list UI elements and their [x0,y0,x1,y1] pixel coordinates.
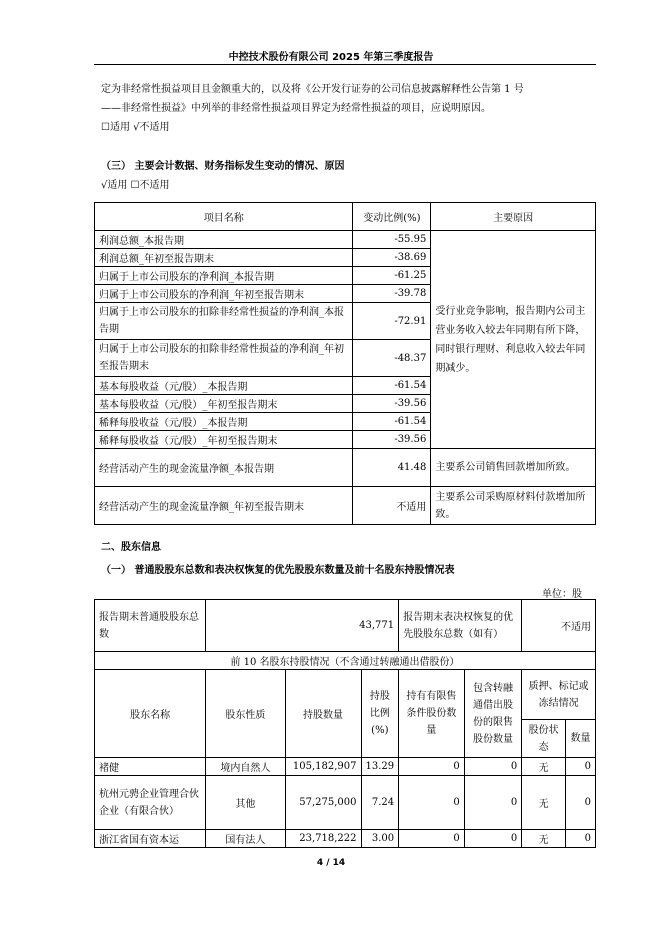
col-pledge: 质押、标记或冻结情况 [522,670,596,720]
pledge-qty: 0 [566,830,596,848]
pledge-qty: 0 [566,776,596,830]
change-ratio: -38.69 [353,249,431,267]
preferred-shareholders-value: 不适用 [522,600,596,652]
share-ratio: 7.24 [361,776,399,830]
change-ratio: -48.37 [353,340,431,377]
table-row [95,776,596,830]
change-ratio: -61.54 [353,413,431,431]
shareholder-name: 浙江省国有资本运 [95,830,206,848]
item-name: 稀释每股收益（元/股）_年初至报告期末 [95,431,353,449]
change-ratio: 不适用 [353,487,431,525]
item-name: 归属于上市公司股东的净利润_本报告期 [95,267,353,285]
change-ratio: -39.56 [353,395,431,413]
item-name: 归属于上市公司股东的扣除非经常性损益的净利润_年初至报告期末 [95,340,353,377]
change-ratio: -55.95 [353,231,431,249]
change-ratio: -39.56 [353,431,431,449]
intro-line-2: ——非经常性损益》中列举的非经常性损益项目界定为经常性损益的项目，应说明原因。 [101,103,491,114]
intro-line-1: 定为非经常性损益项目且金额重大的，以及将《公开发行证券的公司信息披露解释性公告第 1 号 [101,84,524,95]
col-shareholder-name: 股东名称 [95,670,206,758]
lent-restricted-shares: 0 [464,830,522,848]
change-ratio: -61.25 [353,267,431,285]
share-status: 无 [522,758,566,776]
share-ratio: 13.29 [361,758,399,776]
shareholder-nature: 境内自然人 [206,758,285,776]
item-name: 稀释每股收益（元/股）_本报告期 [95,413,353,431]
col-main-reason: 主要原因 [431,203,596,231]
change-table-header [95,203,596,231]
table-row [95,449,596,487]
change-ratio: -61.54 [353,377,431,395]
table-row [95,758,596,776]
section-3-title: （三） 主要会计数据、财务指标发生变动的情况、原因 [101,161,345,172]
top10-caption: 前 10 名股东持股情况（不含通过转融通出借股份） [95,652,596,670]
change-ratio: 41.48 [353,449,431,487]
unit-label: 单位：股 [542,589,582,600]
shares: 23,718,222 [285,830,361,848]
item-name: 利润总额_年初至报告期末 [95,249,353,267]
pledge-qty: 0 [566,758,596,776]
item-name: 利润总额_本报告期 [95,231,353,249]
shares: 57,275,000 [285,776,361,830]
col-lent-restricted: 包含转融通借出股份的限售股份数量 [464,670,522,758]
item-name: 归属于上市公司股东的净利润_年初至报告期末 [95,285,353,303]
top10-caption-row [95,652,596,670]
item-name: 经营活动产生的现金流量净额_年初至报告期末 [95,487,353,525]
shareholder-nature: 其他 [206,776,285,830]
share-ratio: 3.00 [361,830,399,848]
col-item-name: 项目名称 [95,203,353,231]
change-table [94,202,596,525]
share-status: 无 [522,830,566,848]
item-name: 基本每股收益（元/股）_本报告期 [95,377,353,395]
preferred-shareholders-label: 报告期末表决权恢复的优先股股东总数（如有） [399,600,522,652]
reason: 主要系公司采购原材料付款增加所致。 [431,487,596,525]
col-pledge-qty: 数量 [566,720,596,758]
shareholder-table [94,599,596,848]
col-shareholder-nature: 股东性质 [206,670,285,758]
reason: 主要系公司销售回款增加所致。 [431,449,596,487]
item-name: 归属于上市公司股东的扣除非经常性损益的净利润_本报告期 [95,303,353,340]
col-share-status: 股份状态 [522,720,566,758]
shares: 105,182,907 [285,758,361,776]
total-shareholders-label: 报告期末普通股股东总数 [95,600,206,652]
intro-line-3: ☐适用 √不适用 [101,122,170,133]
restricted-shares: 0 [399,758,465,776]
total-shareholders-row [95,600,596,652]
col-change-ratio: 变动比例(%) [353,203,431,231]
col-shares: 持股数量 [285,670,361,758]
restricted-shares: 0 [399,776,465,830]
shareholder-name: 褚健 [95,758,206,776]
item-name: 经营活动产生的现金流量净额_本报告期 [95,449,353,487]
col-share-ratio: 持股比例(%) [361,670,399,758]
merged-reason: 受行业竞争影响，报告期内公司主营业务收入较去年同期有所下降，同时银行理财、利息收入较去年同期减少。 [431,231,596,449]
shareholder-nature: 国有法人 [206,830,285,848]
section-shareholders-title: 二、股东信息 [101,542,161,553]
page-number: 4 / 14 [316,858,346,868]
lent-restricted-shares: 0 [464,776,522,830]
shareholder-header-row [95,670,596,720]
col-restricted: 持有有限售条件股份数量 [399,670,465,758]
change-ratio: -39.78 [353,285,431,303]
total-shareholders-value: 43,771 [206,600,399,652]
item-name: 基本每股收益（元/股）_年初至报告期末 [95,395,353,413]
table-row [95,830,596,848]
restricted-shares: 0 [399,830,465,848]
share-status: 无 [522,776,566,830]
change-ratio: -72.91 [353,303,431,340]
header-divider [94,64,596,65]
table-row [95,231,596,249]
table-row [95,487,596,525]
section-shareholders-subtitle: （一） 普通股股东总数和表决权恢复的优先股股东数量及前十名股东持股情况表 [101,565,455,576]
page-header-title: 中控技术股份有限公司 2025 年第三季度报告 [228,52,434,63]
section-3-applicable: √适用 ☐不适用 [101,180,170,191]
lent-restricted-shares: 0 [464,758,522,776]
shareholder-name: 杭州元骋企业管理合伙企业（有限合伙） [95,776,206,830]
